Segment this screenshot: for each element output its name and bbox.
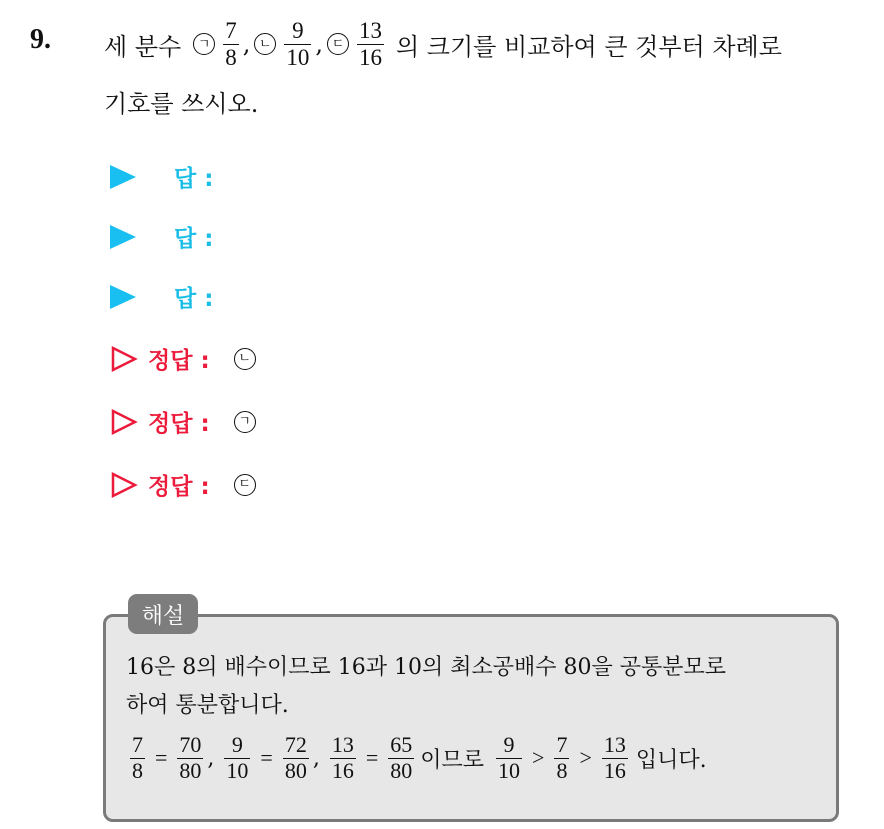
fraction — [283, 733, 309, 782]
fraction — [554, 733, 569, 782]
comma: , — [312, 745, 320, 771]
greater-than-sign: > — [532, 745, 545, 770]
fraction-numerator: 7 — [132, 732, 143, 758]
fraction-denominator: 80 — [284, 757, 307, 783]
correct-answer-row — [110, 468, 256, 501]
correct-answer-value: ㄴ — [234, 348, 256, 370]
answer-slot[interactable] — [110, 280, 213, 313]
fraction — [130, 733, 145, 782]
fraction-numerator: 9 — [231, 732, 243, 758]
separator: , — [315, 30, 323, 58]
fraction — [224, 733, 250, 782]
explanation-line-1: 16은 8의 배수이므로 16과 10의 최소공배수 80을 공통분모로 — [126, 655, 726, 680]
fraction — [602, 733, 628, 782]
equals-sign: = — [365, 745, 379, 770]
fraction-7-8 — [223, 18, 239, 70]
fraction-numerator: 13 — [603, 732, 626, 758]
fraction-numerator: 9 — [503, 732, 515, 758]
fraction-denominator: 8 — [132, 757, 143, 783]
fraction-denominator: 16 — [358, 44, 382, 70]
fraction-denominator: 10 — [286, 44, 310, 70]
correct-answer-label: 정답 : — [148, 474, 210, 500]
correct-answer-value: ㄷ — [234, 474, 256, 496]
fraction-denominator: 80 — [179, 757, 202, 783]
triangle-outline-icon — [110, 345, 138, 373]
explanation-equation — [126, 725, 707, 791]
triangle-outline-icon — [110, 471, 138, 499]
fraction-denominator: 16 — [603, 757, 626, 783]
question-text-after: 의 크기를 비교하여 큰 것부터 차례로 — [395, 32, 782, 61]
correct-answer-label: 정답 : — [148, 348, 210, 374]
answer-label: 답 : — [174, 286, 214, 312]
fraction-numerator: 70 — [179, 732, 202, 758]
fraction — [496, 733, 522, 782]
fraction-denominator: 10 — [226, 757, 249, 783]
correct-answer-label: 정답 : — [148, 411, 210, 437]
answer-slot[interactable] — [110, 220, 213, 253]
separator: , — [242, 30, 251, 58]
ending-text: 입니다. — [635, 747, 707, 773]
fraction-numerator: 7 — [225, 18, 237, 44]
question-number: 9. — [30, 24, 51, 55]
fraction-numerator: 13 — [358, 18, 382, 44]
fraction-denominator: 10 — [498, 757, 521, 783]
fraction-denominator: 8 — [556, 757, 568, 783]
fraction — [388, 733, 414, 782]
play-triangle-icon — [110, 165, 136, 189]
question-line-1 — [104, 12, 782, 76]
correct-answer-row — [110, 405, 256, 438]
fraction-numerator: 9 — [292, 18, 304, 44]
fraction-13-16 — [357, 18, 384, 70]
circled-digeut-symbol: ㄷ — [327, 33, 349, 55]
answer-label: 답 : — [174, 226, 214, 252]
fraction-numerator: 65 — [390, 732, 413, 758]
explanation-tag: 해설 — [128, 594, 198, 634]
connector-text: 이므로 — [420, 747, 485, 773]
answer-slot[interactable] — [110, 160, 213, 193]
correct-answer-value: ㄱ — [234, 411, 256, 433]
triangle-outline-icon — [110, 408, 138, 436]
fraction-denominator: 16 — [331, 757, 354, 783]
greater-than-sign: > — [579, 745, 592, 770]
explanation-line-2: 하여 통분합니다. — [126, 693, 289, 718]
fraction — [177, 733, 203, 782]
answer-label: 답 : — [174, 166, 214, 192]
correct-answer-row — [110, 342, 256, 375]
fraction-9-10 — [284, 18, 311, 70]
play-triangle-icon — [110, 225, 136, 249]
question-line-2: 기호를 쓰시오. — [104, 89, 259, 118]
comma: , — [207, 745, 215, 771]
fraction-denominator: 80 — [390, 757, 413, 783]
fraction — [330, 733, 356, 782]
fraction-numerator: 13 — [331, 732, 354, 758]
fraction-numerator: 72 — [284, 732, 307, 758]
circled-giyeok-symbol: ㄱ — [193, 33, 215, 55]
equals-sign: = — [260, 745, 273, 770]
equals-sign: = — [155, 745, 168, 770]
circled-nieun-symbol: ㄴ — [254, 33, 276, 55]
question-intro: 세 분수 — [104, 32, 182, 61]
play-triangle-icon — [110, 285, 136, 309]
fraction-denominator: 8 — [225, 44, 237, 70]
fraction-numerator: 7 — [556, 732, 568, 758]
